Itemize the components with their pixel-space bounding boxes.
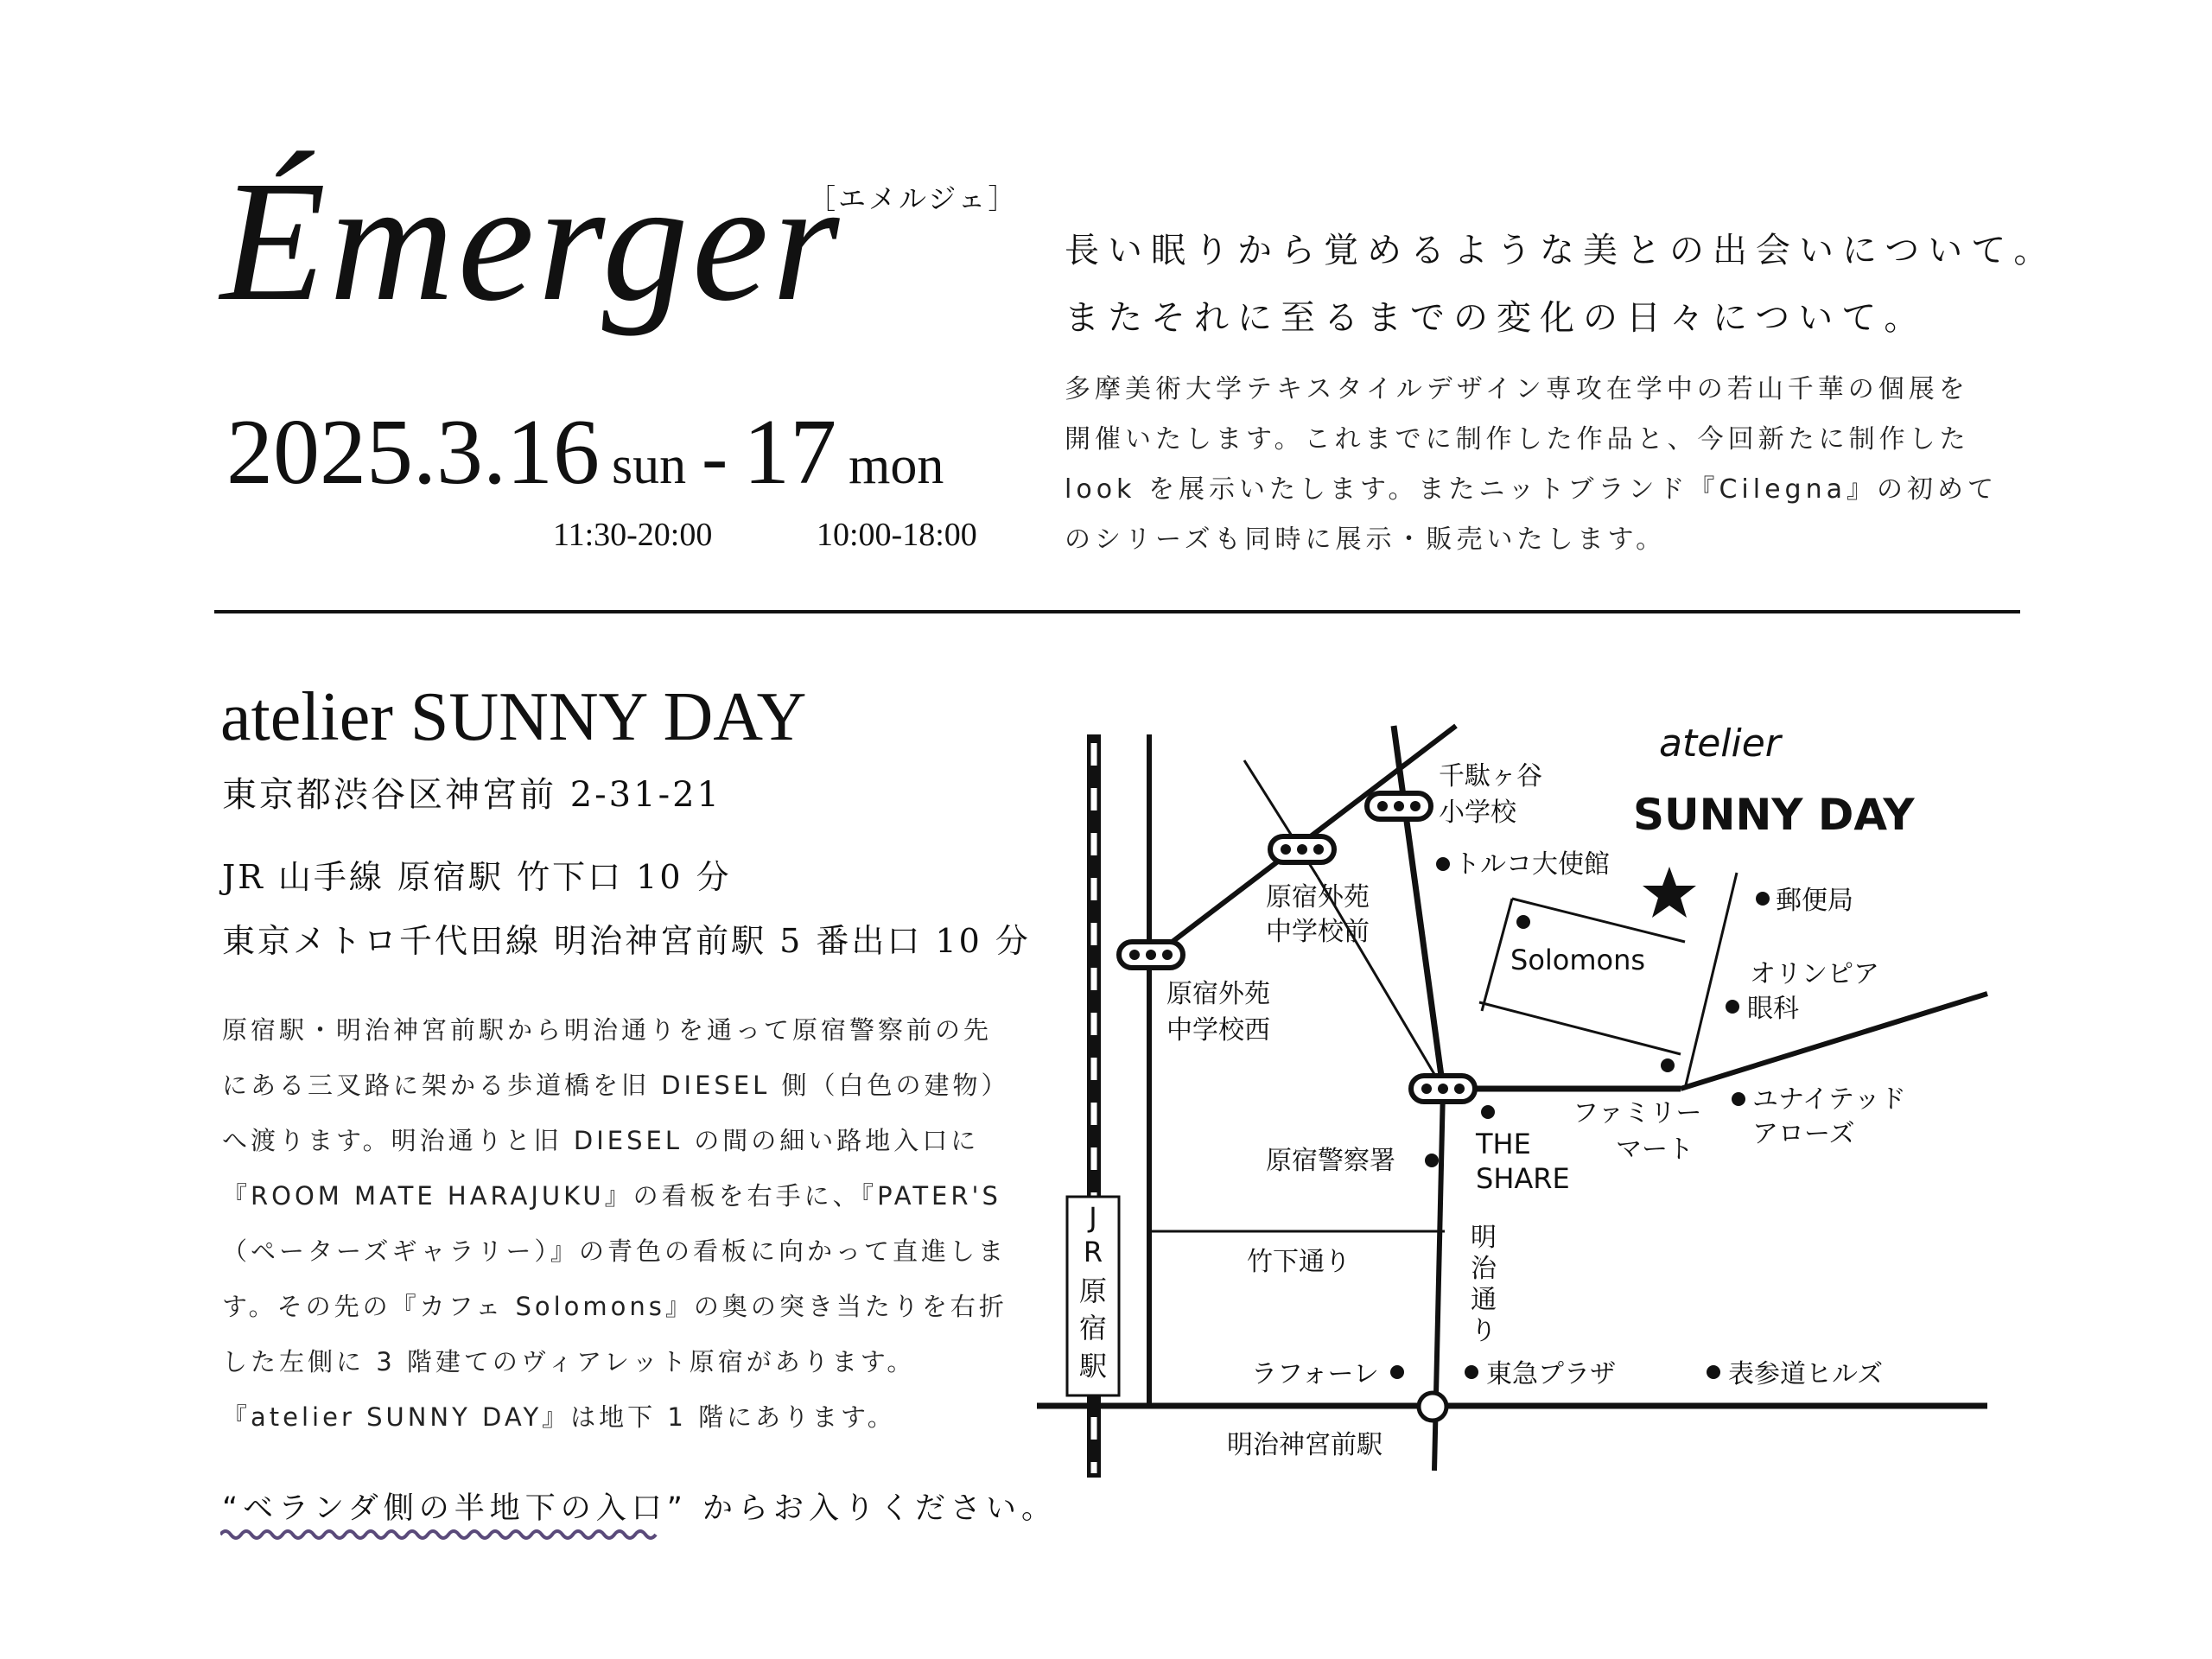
directions-line: （ペーターズギャラリー）』の青色の看板に向かって直進しま bbox=[222, 1236, 1007, 1266]
jr-label: 原 bbox=[1078, 1274, 1108, 1307]
directions-line: す。その先の『カフェ Solomons』の奥の突き当たりを右折 bbox=[222, 1292, 1007, 1321]
directions-line: にある三叉路に架かる歩道橋を旧 DIESEL 側（白色の建物） bbox=[222, 1071, 1010, 1100]
intro-tagline-1: 長い眠りから覚めるような美との出会いについて。 bbox=[1065, 231, 2057, 270]
label-laforet: ラフォーレ bbox=[1251, 1359, 1379, 1389]
label-gaien-mae: 原宿外苑 bbox=[1266, 882, 1370, 912]
label-meiji-dori: り bbox=[1471, 1316, 1497, 1346]
label-familymart: ファミリー bbox=[1573, 1098, 1702, 1128]
day-end: mon bbox=[849, 436, 944, 495]
map-logo-script: atelier bbox=[1659, 721, 1781, 766]
venue-name: atelier SUNNY DAY bbox=[220, 679, 807, 755]
date-separator: - bbox=[702, 415, 728, 500]
venue-address: 東京都渋谷区神宮前 2-31-21 bbox=[222, 775, 721, 815]
exhibition-title: Émerger bbox=[220, 146, 843, 337]
label-gaien-mae: 中学校前 bbox=[1266, 917, 1370, 947]
bridge-gaien-nishi bbox=[1119, 942, 1183, 968]
hours-day1: 11:30-20:00 bbox=[553, 517, 713, 553]
map-logo-name: SUNNY DAY bbox=[1633, 790, 1915, 840]
station-marker bbox=[1419, 1393, 1446, 1421]
label-post-office: 郵便局 bbox=[1776, 886, 1853, 916]
exhibition-dates bbox=[226, 401, 944, 504]
intro-body-line: 開催いたします。これまでに制作した作品と、今回新たに制作した bbox=[1065, 424, 1970, 454]
directions-line: 原宿駅・明治神宮前駅から明治通りを通って原宿警察前の先 bbox=[222, 1015, 993, 1045]
intro-body-line: 多摩美術大学テキスタイルデザイン専攻在学中の若山千華の個展を bbox=[1065, 374, 1969, 404]
directions-line: 『ROOM MATE HARAJUKU』の看板を右手に、『PATER'S bbox=[222, 1181, 1001, 1211]
label-gaien-nishi: 原宿外苑 bbox=[1166, 979, 1270, 1009]
access-map bbox=[1028, 717, 2022, 1512]
label-united-arrows: アローズ bbox=[1752, 1119, 1855, 1149]
label-familymart: マート bbox=[1616, 1135, 1694, 1165]
label-the-share: THE bbox=[1476, 1128, 1531, 1160]
label-olympia: オリンピア bbox=[1750, 959, 1879, 989]
directions-line: した左側に 3 階建てのヴィアレット原宿があります。 bbox=[222, 1347, 916, 1376]
label-sendagaya: 小学校 bbox=[1439, 798, 1516, 828]
bridge-sendagaya bbox=[1367, 793, 1431, 819]
label-olympia: 眼科 bbox=[1747, 994, 1799, 1024]
label-meiji-dori: 治 bbox=[1471, 1254, 1497, 1284]
date-end: 17 bbox=[743, 401, 837, 504]
bridge-gaien-mae bbox=[1270, 836, 1334, 862]
label-omotesando-hills: 表参道ヒルズ bbox=[1728, 1359, 1884, 1389]
section-divider bbox=[214, 610, 2020, 613]
label-gaien-nishi: 中学校西 bbox=[1166, 1015, 1270, 1046]
day-start: sun bbox=[612, 436, 687, 495]
entrance-note: “ベランダ側の半地下の入口” からお入りください。 bbox=[222, 1491, 1057, 1526]
label-united-arrows: ユナイテッド bbox=[1752, 1084, 1906, 1115]
jr-label: 駅 bbox=[1078, 1350, 1108, 1382]
wavy-underline bbox=[220, 1526, 661, 1543]
date-start: 2025.3.16 bbox=[226, 401, 600, 504]
label-meiji-dori: 通 bbox=[1471, 1285, 1497, 1315]
label-police: 原宿警察署 bbox=[1266, 1146, 1395, 1176]
label-turkey-embassy: トルコ大使館 bbox=[1454, 849, 1610, 880]
jr-label: J bbox=[1089, 1201, 1097, 1234]
directions-line: 『atelier SUNNY DAY』は地下 1 階にあります。 bbox=[222, 1402, 896, 1432]
intro-tagline-2: またそれに至るまでの変化の日々について。 bbox=[1065, 298, 1928, 338]
jr-label: 宿 bbox=[1078, 1312, 1108, 1344]
intro-body-line: look を展示いたします。またニットブランド『Cilegna』の初めて bbox=[1065, 474, 1998, 505]
title-reading: ［エメルジェ］ bbox=[808, 182, 1019, 215]
label-meijijingumae-station: 明治神宮前駅 bbox=[1227, 1430, 1382, 1460]
label-meiji-dori: 明 bbox=[1471, 1223, 1497, 1253]
hours-day2: 10:00-18:00 bbox=[817, 517, 977, 553]
label-the-share: SHARE bbox=[1476, 1162, 1570, 1195]
intro-body-line: のシリーズも同時に展示・販売いたします。 bbox=[1065, 524, 1667, 555]
jr-label: R bbox=[1083, 1236, 1103, 1268]
label-solomons: Solomons bbox=[1510, 944, 1646, 976]
label-tokyu-plaza: 東急プラザ bbox=[1486, 1359, 1616, 1389]
venue-star-icon bbox=[1643, 867, 1696, 918]
label-sendagaya: 千駄ヶ谷 bbox=[1439, 761, 1542, 791]
access-metro: 東京メトロ千代田線 明治神宮前駅 5 番出口 10 分 bbox=[222, 922, 1031, 960]
directions-line: へ渡ります。明治通りと旧 DIESEL の間の細い路地入口に bbox=[222, 1126, 980, 1155]
label-takeshita: 竹下通り bbox=[1247, 1247, 1351, 1277]
access-jr: JR 山手線 原宿駅 竹下口 10 分 bbox=[222, 858, 732, 896]
bridge-meiji bbox=[1411, 1076, 1475, 1102]
